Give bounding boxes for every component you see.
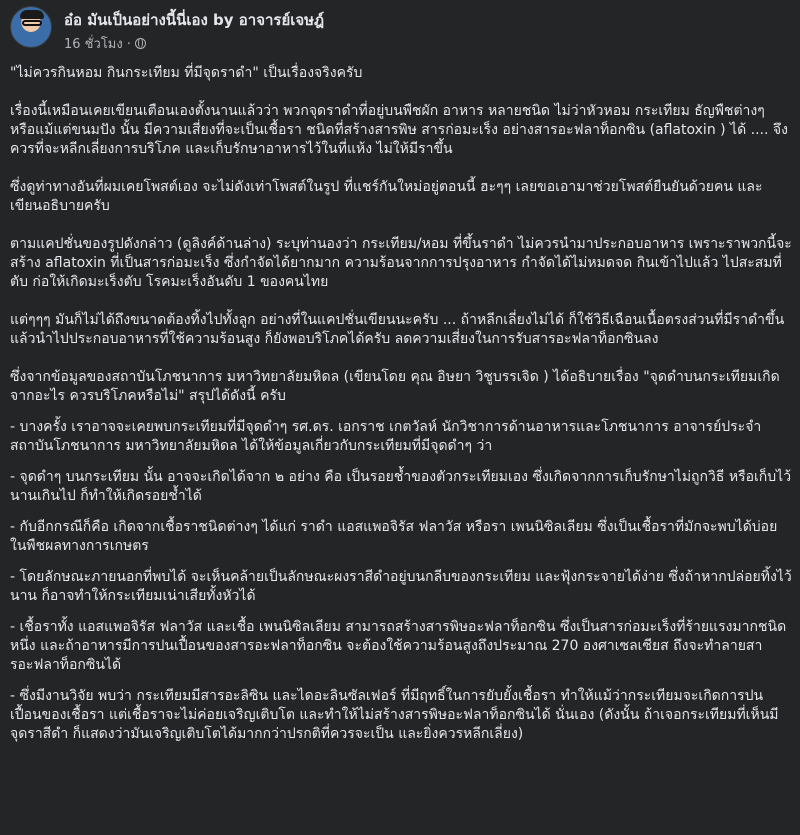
meta-separator: · [126, 37, 131, 52]
post-bullet: - เชื้อราทั้ง แอสแพอจิรัส ฟลาวัส และเชื้อ เพนนิซิลเลียม สามารถสร้างสารพิษอะฟลาท็อกซิน ซึ่งเป็นสารก่อมะเร็งที่ร้ายแรงมากชนิดหนึ่ง และถ้าอาหารมีการปนเปื้อนของสารอะฟลาท็อกซิน จะต้องใช้ความร้อนสูงถึงประมาณ 270 องศาเซลเซียส ถึงจะทำลายสารอะฟลาท็อกซินได้ [10, 619, 787, 673]
post-paragraph: เรื่องนี้เหมือนเคยเขียนเตือนเองตั้งนานแล้วว่า พวกจุดราดำที่อยู่บนพืชผัก อาหาร หลายชนิด ไม่ว่าหัวหอม กระเทียม ธัญพืชต่างๆ หรือแม้แต่ขนมปัง นั้น มีความเสี่ยงที่จะเป็นเชื้อรา ชนิดที่สร้างสารพิษ สารก่อมะเร็ง อย่างสารอะฟลาท็อกซิน (aflatoxin ) ได้ .... จึงควรที่จะหลีกเลี่ยงการบริโภค และเก็บรักษาอาหารไว้ในที่แห้ง ไม่ให้มีราขึ้น [10, 103, 788, 157]
post-bullet: - โดยลักษณะภายนอกที่พบได้ จะเห็นคล้ายเป็นลักษณะผงราสีดำอยู่บนกลีบของกระเทียม และฟุ้งกระจายได้ง่าย ซึ่งถ้าหากปล่อยทิ้งไว้นาน ก็อาจทำให้กระเทียมเน่าเสียทั้งหัวได้ [10, 569, 792, 604]
post-paragraph: แต่ๆๆๆ มันก็ไม่ได้ถึงขนาดต้องทิ้งไปทั้งลูก อย่างที่ในแคปชั่นเขียนนะครับ ... ถ้าหลีกเลี่ยงไม่ได้ ก็ใช้วิธีเฉือนเนื้อตรงส่วนที่มีราดำขึ้น แล้วนำไปประกอบอาหารที่ใช้ความร้อนสูง ก็ยังพอบริโภคได้ครับ ลดความเสี่ยงในการรับสารอะฟลาท็อกซินลง [10, 312, 785, 347]
post-paragraph: ซึ่งดูท่าทางอันที่ผมเคยโพสต์เอง จะไม่ดังเท่าโพสต์ในรูป ที่แชร์กันใหม่อยู่ตอนนี้ ฮะๆๆ เลยขอเอามาช่วยโพสต์ยืนยันด้วยคน และเขียนอธิบายครับ [10, 179, 763, 214]
post-paragraph-title: "ไม่ควรกินหอม กินกระเทียม ที่มีจุดราดำ" เป็นเรื่องจริงครับ [10, 65, 363, 81]
post-paragraph: ตามแคปชั่นของรูปดังกล่าว (ดูลิงค์ด้านล่าง) ระบุท่านองว่า กระเทียม/หอม ที่ขึ้นราดำ ไม่ควรนำมาประกอบอาหาร เพราะราพวกนี้จะสร้าง aflatoxin ที่เป็นสารก่อมะเร็ง ซึ่งกำจัดได้ยากมาก ความร้อนจากการปรุงอาหาร กำจัดได้ไม่หมดจด กินเข้าไปแล้ว ไปสะสมที่ตับ ก่อให้เกิดมะเร็งตับ โรคมะเร็งอันดับ 1 ของคนไทย [10, 236, 792, 290]
post-bullet: - ซึ่งมีงานวิจัย พบว่า กระเทียมมีสารอะลิซิน และไดอะลินซัลเฟอร์ ที่มีฤทธิ์ในการยับยั้งเชื้อรา ทำให้แม้ว่ากระเทียมจะเกิดการปนเปื้อนของเชื้อรา แต่เชื้อราจะไม่ค่อยเจริญเติบโต และทำให้ไม่สร้างสารพิษอะฟลาท็อกซินได้ นั่นเอง (ดังนั้น ถ้าเจอกระเทียมที่เห็นมีจุดราสีดำ ก็แสดงว่ามันเจริญเติบโตได้มากกว่าปรกติที่ควรจะเป็น และยิ่งควรหลีกเลี่ยง) [10, 688, 779, 742]
post-paragraph: ซึ่งจากข้อมูลของสถาบันโภชนาการ มหาวิทยาลัยมหิดล (เขียนโดย คุณ อิษยา วิชูบรรเจิด ) ได้อธิบายเรื่อง "จุดดำบนกระเทียมเกิดจากอะไร ควรบริโภคหรือไม่" สรุปได้ดังนี้ ครับ [10, 369, 780, 404]
post-body [10, 64, 792, 756]
avatar-hair [20, 10, 44, 19]
avatar-glasses [22, 20, 42, 26]
post-meta [64, 33, 146, 54]
author-name[interactable]: อ๋อ มันเป็นอย่างนี้นี่เอง by อาจารย์เจษฎ์ [64, 11, 325, 29]
post-time[interactable]: 16 ชั่วโมง [64, 37, 123, 52]
post-bullet: - บางครั้ง เราอาจจะเคยพบกระเทียมที่มีจุดดำๆ รศ.ดร. เอกราช เกตวัลห์ นักวิชาการด้านอาหารและโภชนาการ อาจารย์ประจำสถาบันโภชนาการ มหาวิทยาลัยมหิดล ได้ให้ข้อมูลเกี่ยวกับกระเทียมที่มีจุดดำๆ ว่า [10, 419, 762, 454]
post-bullet: - กับอีกกรณีก็คือ เกิดจากเชื้อราชนิดต่างๆ ได้แก่ ราดำ แอสแพอจิรัส ฟลาวัส หรือรา เพนนิซิลเลียม ซึ่งเป็นเชื้อราที่มักจะพบได้บ่อยในพืชผลทางการเกษตร [10, 519, 778, 554]
globe-icon[interactable] [135, 38, 146, 49]
post-header [10, 6, 790, 54]
post-bullet: - จุดดำๆ บนกระเทียม นั้น อาจจะเกิดได้จาก ๒ อย่าง คือ เป็นรอยช้ำของตัวกระเทียมเอง ซึ่งเกิดจากการเก็บรักษาไม่ถูกวิธี หรือเก็บไว้นานเกินไป ก็ทำให้เกิดรอยช้ำได้ [10, 469, 792, 504]
author-avatar[interactable] [10, 6, 52, 48]
